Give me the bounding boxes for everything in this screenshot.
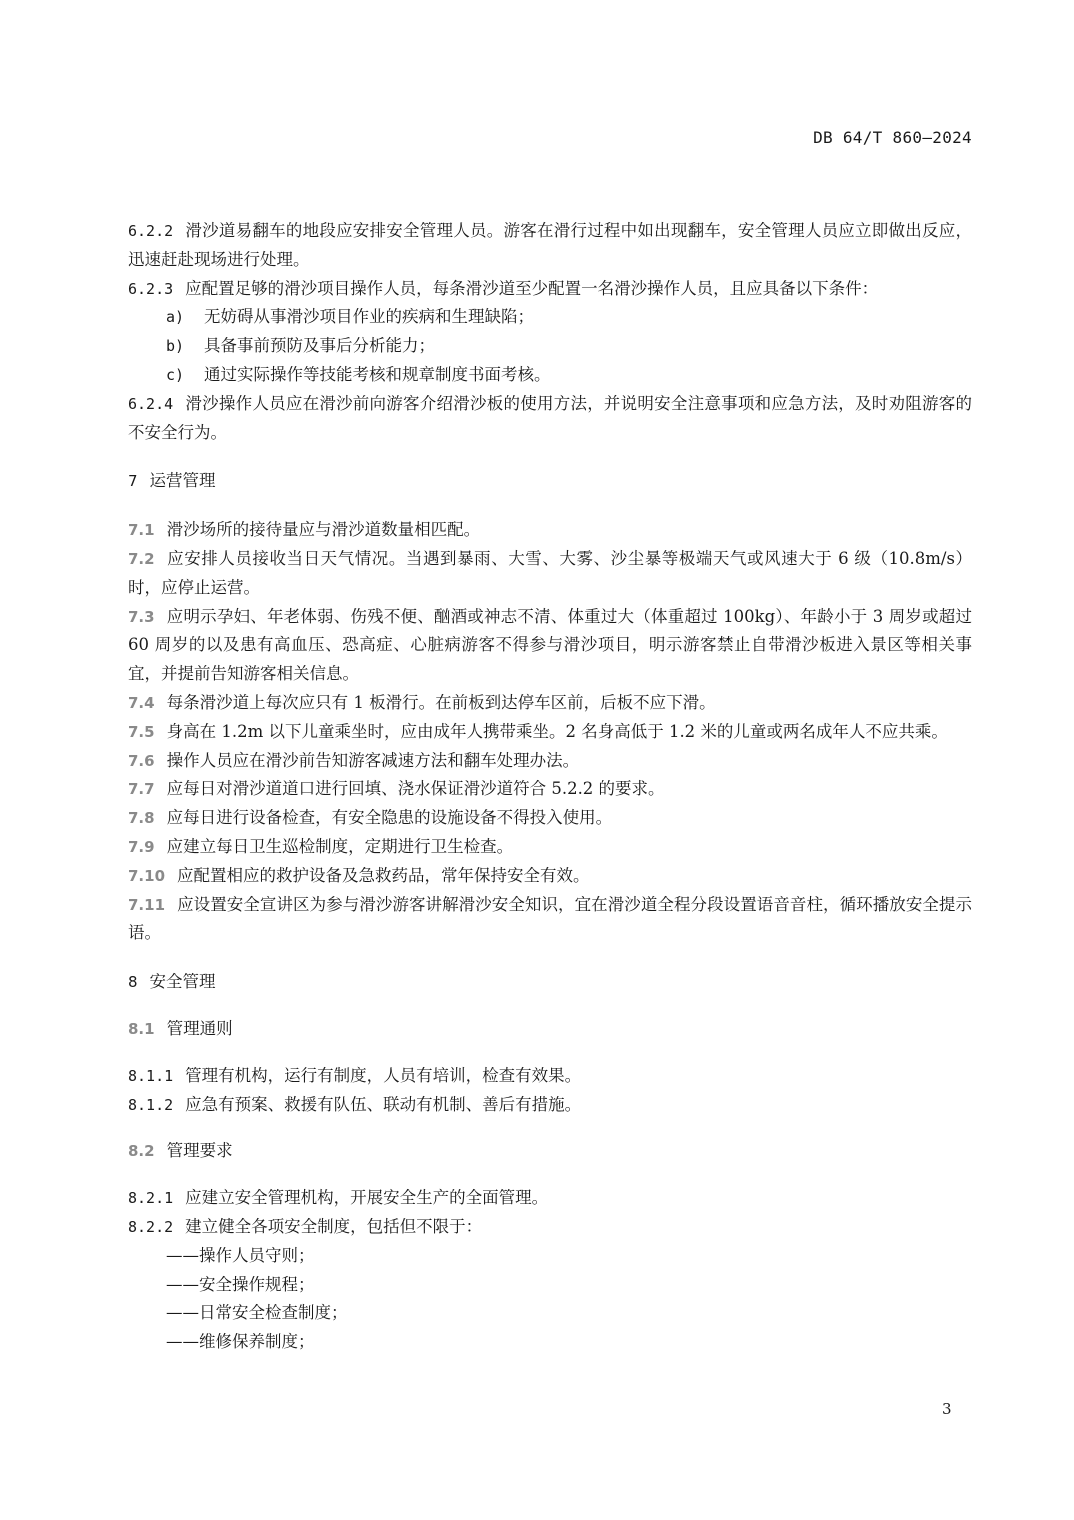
clause-text: 管理有机构，运行有制度，人员有培训，检查有效果。 [185,1065,582,1085]
clause-number: 8.1.1 [128,1066,174,1085]
clause-text: 应配置足够的滑沙项目操作人员，每条滑沙道至少配置一名滑沙操作人员，且应具备以下条件： [185,278,879,298]
clause-7-8 [128,804,972,833]
clause-text: 应每日对滑沙道道口进行回填、浇水保证滑沙道符合 5.2.2 的要求。 [166,779,665,799]
list-text: 通过实际操作等技能考核和规章制度书面考核。 [204,364,551,384]
clause-6-2-4 [128,390,972,448]
list-label: b) [166,337,185,356]
clause-8-2-1 [128,1184,972,1213]
clause-number: 6.2.2 [128,222,174,240]
clause-text: 应急有预案、救援有队伍、联动有机制、善后有措施。 [185,1094,582,1114]
clause-number: 7.5 [128,722,155,741]
clause-text: 应配置相应的救护设备及急救药品，常年保持安全有效。 [177,865,590,885]
clause-text: 身高在 1.2m 以下儿童乘坐时，应由成年人携带乘坐。2 名身高低于 1.2 米的儿童或两名成年人不应共乘。 [166,721,948,741]
clause-number: 7.2 [128,549,155,568]
document-body [128,217,972,1357]
clause-7-7 [128,775,972,804]
page-number: 3 [942,1400,952,1418]
clause-number: 7.10 [128,866,166,885]
clause-number: 7.3 [128,607,155,626]
clause-7-4 [128,689,972,718]
list-item [128,303,972,332]
clause-text: 操作人员应在滑沙前告知游客减速方法和翻车处理办法。 [166,750,580,770]
clause-number: 7.6 [128,751,155,770]
clause-number: 8.2.2 [128,1217,174,1236]
clause-number: 7.8 [128,809,155,828]
clause-7-5 [128,718,972,747]
clause-7-3 [128,603,972,689]
chapter-7-clauses [128,516,972,948]
clause-text: 滑沙操作人员应在滑沙前向游客介绍滑沙板的使用方法，并说明安全注意事项和应急方法，及时劝阻游客的不安全行为。 [128,393,972,442]
clause-text: 应建立每日卫生巡检制度，定期进行卫生检查。 [166,836,514,856]
list-label: a) [166,308,185,327]
clause-7-2 [128,545,972,603]
section-8-2-heading [128,1137,972,1166]
clause-text: 应设置安全宣讲区为参与滑沙游客讲解滑沙安全知识，宜在滑沙道全程分段设置语音音柱，循环播放安全提示语。 [128,894,972,943]
clause-text: 滑沙道易翻车的地段应安排安全管理人员。游客在滑行过程中如出现翻车，安全管理人员应立即做出反应，迅速赶赴现场进行处理。 [128,221,972,269]
clause-6-2-2 [128,217,972,275]
clause-7-10 [128,862,972,891]
list-label: c) [166,365,185,384]
chapter-7-heading [128,467,972,496]
clause-text: 应建立安全管理机构，开展安全生产的全面管理。 [185,1188,549,1208]
clause-7-6 [128,747,972,776]
chapter-number: 7 [128,472,138,491]
clause-7-11 [128,891,972,949]
clause-number: 8.2.1 [128,1189,174,1208]
list-text: 具备事前预防及事后分析能力； [204,336,435,356]
clause-8-2-2 [128,1213,972,1242]
clause-text: 应每日进行设备检查，有安全隐患的设施设备不得投入使用。 [166,808,613,828]
dash-list-item: ——日常安全检查制度； [166,1303,348,1323]
section-number: 8.1 [128,1019,155,1038]
section-number: 8.2 [128,1142,155,1161]
section-title: 管理要求 [166,1141,233,1161]
list-text: 无妨碍从事滑沙项目作业的疾病和生理缺陷； [204,307,534,327]
clause-number: 6.2.3 [128,279,174,298]
dash-list-item: ——操作人员守则； [166,1245,315,1265]
clause-text: 建立健全各项安全制度，包括但不限于： [185,1216,483,1236]
clause-number: 7.4 [128,693,155,712]
clause-7-1 [128,516,972,545]
clause-number: 7.1 [128,521,155,540]
clause-text: 应明示孕妇、年老体弱、伤残不便、酗酒或神志不清、体重过大（体重超过 100kg）、年龄小于 3 周岁或超过 60 周岁的以及患有高血压、恐高症、心脏病游客不得参与滑沙项目，明示游客禁止自带滑沙板进入景区等相关事宜，并提前告知游客相关信息。 [128,606,972,684]
clause-number: 7.9 [128,837,155,856]
section-title: 管理通则 [166,1018,233,1038]
clause-number: 7.11 [128,895,166,914]
clause-8-1-2 [128,1091,972,1120]
standard-code: DB 64/T 860—2024 [813,128,972,147]
clause-text: 每条滑沙道上每次应只有 1 板滑行。在前板到达停车区前，后板不应下滑。 [166,692,716,712]
clause-7-9 [128,833,972,862]
dash-list-item: ——安全操作规程； [166,1274,315,1294]
dash-list-item: ——维修保养制度； [166,1332,315,1352]
section-8-1-heading [128,1015,972,1044]
chapter-number: 8 [128,973,138,992]
clause-6-2-3 [128,275,972,304]
clause-number: 6.2.4 [128,394,174,413]
clause-number: 8.1.2 [128,1095,174,1114]
chapter-title: 安全管理 [149,972,216,992]
list-item [128,361,972,390]
clause-text: 滑沙场所的接待量应与滑沙道数量相匹配。 [166,520,481,540]
chapter-title: 运营管理 [149,471,216,491]
clause-text: 应安排人员接收当日天气情况。当遇到暴雨、大雪、大雾、沙尘暴等极端天气或风速大于 6 级（10.8m/s）时，应停止运营。 [128,548,972,597]
list-item [128,332,972,361]
clause-number: 7.7 [128,780,155,799]
clause-8-1-1 [128,1062,972,1091]
chapter-8-heading [128,968,972,997]
